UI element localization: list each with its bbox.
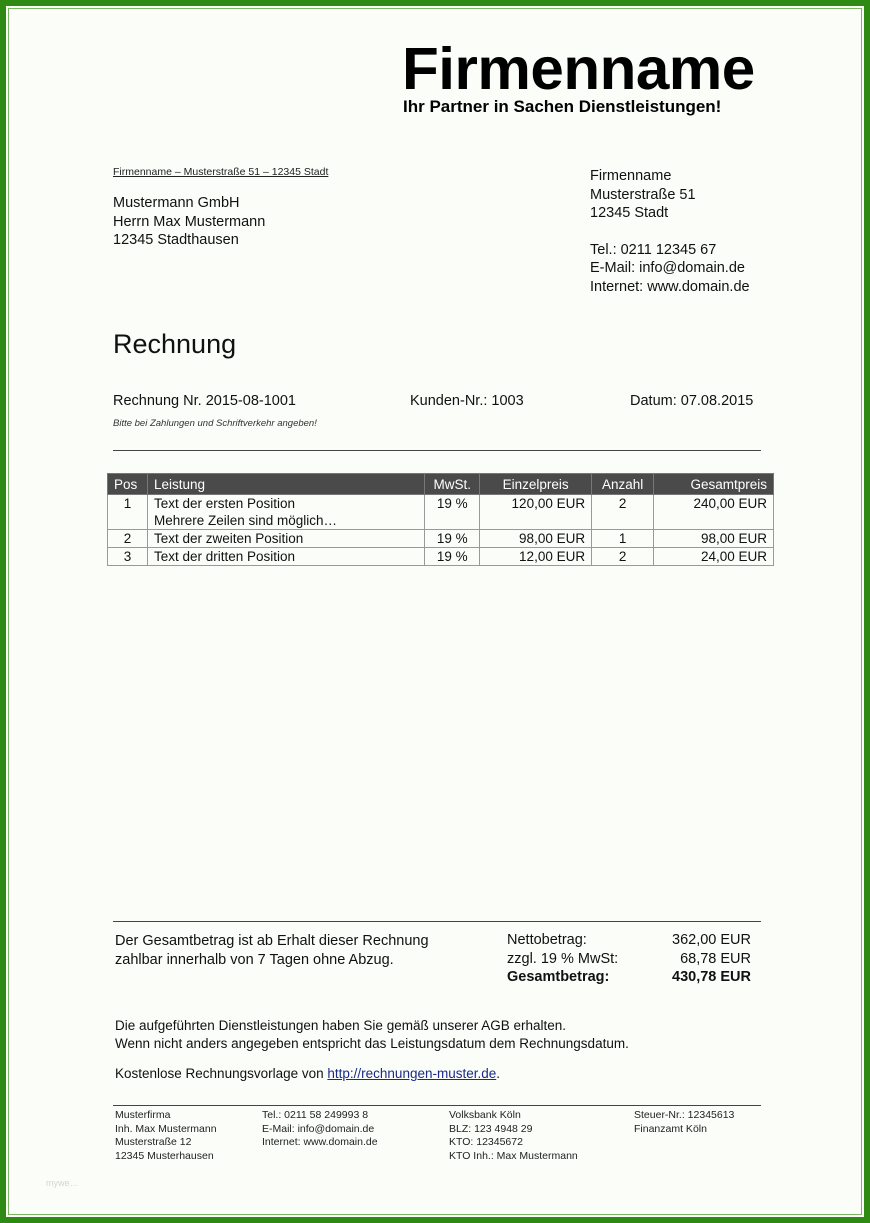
cell-tax: 19 % <box>425 548 480 566</box>
footer-line: Tel.: 0211 58 249993 8 <box>262 1109 369 1121</box>
footer-line: Finanzamt Köln <box>634 1122 707 1135</box>
footer-contact <box>262 1109 378 1150</box>
table-row <box>108 548 774 566</box>
company-logo-title: Firmenname <box>402 36 755 102</box>
recipient-person: Herrn Max Mustermann <box>113 213 266 230</box>
tax-amount-value: 68,78 EUR <box>680 950 751 967</box>
template-credit-suffix: . <box>496 1066 501 1081</box>
company-name: Firmenname <box>590 168 672 184</box>
gross-amount-value: 430,78 EUR <box>672 969 751 985</box>
cell-pos: 1 <box>108 495 148 530</box>
footer-divider <box>113 1105 761 1106</box>
terms-line: Die aufgeführten Dienstleistungen haben Sie gemäß unserer AGB erhalten. <box>115 1018 567 1033</box>
company-tagline: Ihr Partner in Sachen Dienstleistungen! <box>403 97 722 116</box>
tax-amount-label: zzgl. 19 % MwSt: <box>507 950 619 967</box>
footer-line: Steuer-Nr.: 12345613 <box>634 1109 735 1121</box>
tax-amount-row <box>507 950 751 969</box>
footer-line: Inh. Max Mustermann <box>115 1122 217 1135</box>
cell-pos: 2 <box>108 530 148 548</box>
col-header-description: Leistung <box>147 474 424 495</box>
net-amount-row <box>507 931 751 950</box>
col-header-unit-price: Einzelpreis <box>480 474 592 495</box>
company-email: E-Mail: info@domain.de <box>590 260 745 276</box>
payment-terms-line: Der Gesamtbetrag ist ab Erhalt dieser Rechnung <box>115 933 429 949</box>
cell-tax: 19 % <box>425 530 480 548</box>
recipient-city: 12345 Stadthausen <box>113 232 239 248</box>
col-header-quantity: Anzahl <box>592 474 654 495</box>
cell-tax: 19 % <box>425 495 480 530</box>
gross-amount-label: Gesamtbetrag: <box>507 969 610 985</box>
recipient-address <box>113 194 265 250</box>
footer-line: Musterstraße 12 <box>115 1136 192 1148</box>
cell-quantity: 1 <box>592 530 654 548</box>
footer-line: E-Mail: info@domain.de <box>262 1122 375 1135</box>
net-amount-label: Nettobetrag: <box>507 932 587 948</box>
table-row <box>108 530 774 548</box>
company-address <box>590 167 750 296</box>
table-header-row <box>108 474 774 495</box>
customer-number: Kunden-Nr.: 1003 <box>410 393 524 409</box>
cell-unit-price: 12,00 EUR <box>480 548 592 566</box>
description-line: Text der ersten Position <box>153 496 296 511</box>
totals-block <box>507 931 751 987</box>
description-line: Mehrere Zeilen sind möglich… <box>153 513 338 528</box>
cell-unit-price: 98,00 EUR <box>480 530 592 548</box>
footer-bank <box>449 1109 578 1163</box>
company-web: Internet: www.domain.de <box>590 278 750 295</box>
cell-description <box>147 495 424 530</box>
cell-quantity: 2 <box>592 548 654 566</box>
net-amount-value: 362,00 EUR <box>672 932 751 948</box>
invoice-number: Rechnung Nr. 2015-08-1001 <box>113 393 296 409</box>
table-row <box>108 495 774 530</box>
footer-tax <box>634 1109 734 1136</box>
terms-line: Wenn nicht anders angegeben entspricht das Leistungsdatum dem Rechnungsdatum. <box>115 1035 629 1051</box>
footer-company <box>115 1109 217 1163</box>
reference-note: Bitte bei Zahlungen und Schriftverkehr angeben! <box>113 418 317 429</box>
col-header-total: Gesamtpreis <box>654 474 774 495</box>
gross-amount-row <box>507 968 751 987</box>
cell-pos: 3 <box>108 548 148 566</box>
cell-total: 24,00 EUR <box>654 548 774 566</box>
recipient-company: Mustermann GmbH <box>113 195 240 211</box>
cell-total: 240,00 EUR <box>654 495 774 530</box>
template-credit-link[interactable]: http://rechnungen-muster.de <box>327 1066 497 1081</box>
cell-total: 98,00 EUR <box>654 530 774 548</box>
invoice-date: Datum: 07.08.2015 <box>630 393 754 409</box>
sender-return-line: Firmenname – Musterstraße 51 – 12345 Stadt <box>113 166 329 178</box>
document-title: Rechnung <box>113 329 237 359</box>
terms-notice <box>115 1017 629 1052</box>
cell-description: Text der zweiten Position <box>147 530 424 548</box>
footer-line: BLZ: 123 4948 29 <box>449 1122 533 1135</box>
footer-line: Musterfirma <box>115 1109 171 1121</box>
payment-terms <box>115 932 485 969</box>
template-credit <box>115 1066 500 1081</box>
divider <box>113 450 761 451</box>
footer-line: KTO Inh.: Max Mustermann <box>449 1149 578 1162</box>
invoice-items-table <box>107 473 774 566</box>
company-phone: Tel.: 0211 12345 67 <box>590 241 717 258</box>
cell-unit-price: 120,00 EUR <box>480 495 592 530</box>
company-city: 12345 Stadt <box>590 205 669 221</box>
divider <box>113 921 761 922</box>
payment-terms-line: zahlbar innerhalb von 7 Tagen ohne Abzug. <box>115 951 394 968</box>
template-credit-prefix: Kostenlose Rechnungsvorlage von <box>115 1066 328 1081</box>
footer-line: Internet: www.domain.de <box>262 1136 378 1148</box>
cell-description: Text der dritten Position <box>147 548 424 566</box>
footer-line: KTO: 12345672 <box>449 1136 523 1148</box>
col-header-tax: MwSt. <box>425 474 480 495</box>
watermark: mywe… <box>46 1178 79 1188</box>
col-header-pos: Pos <box>108 474 148 495</box>
footer-line: 12345 Musterhausen <box>115 1149 214 1162</box>
company-street: Musterstraße 51 <box>590 186 696 203</box>
cell-quantity: 2 <box>592 495 654 530</box>
footer-line: Volksbank Köln <box>449 1109 521 1121</box>
